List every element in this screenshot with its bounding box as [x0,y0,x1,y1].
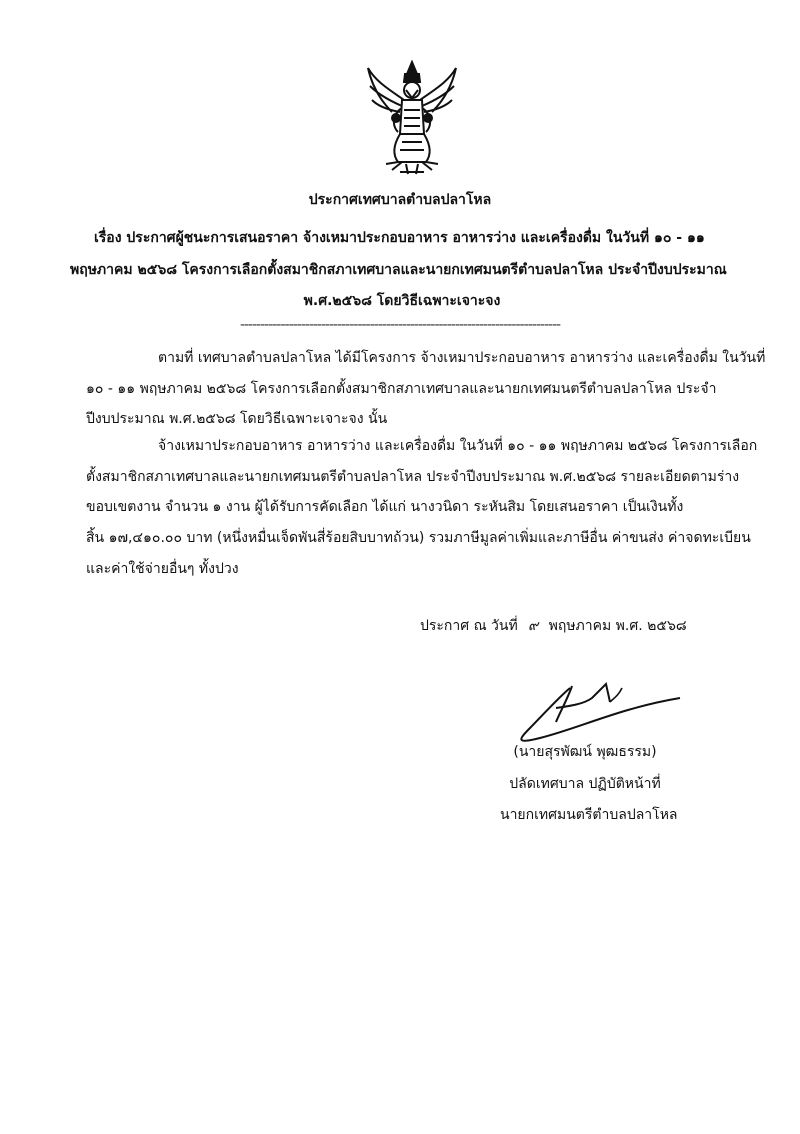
signer-position: นายกเทศมนตรีตำบลปลาโหล [500,807,678,824]
paragraph-line: ขอบเขตงาน จำนวน ๑ งาน ผู้ได้รับการคัดเลือก ได้แก่ นางวนิดา ระหันสิม โดยเสนอราคา เป็นเงินทั้ง [86,499,684,516]
paragraph-line: ตามที่ เทศบาลตำบลปลาโหล ได้มีโครงการ จ้างเหมาประกอบอาหาร อาหารว่าง และเครื่องดื่ม ในวันที่ [158,350,766,366]
signer-block [500,742,678,837]
signer-name: (นายสุรพัฒน์ พุฒธรรม) [513,744,657,760]
handwritten-signature [510,668,690,748]
paragraph-background [86,348,766,440]
date-prefix: ประกาศ ณ วันที่ [420,618,518,634]
divider: ------------------------------------------------------------------------------- [239,317,561,333]
garuda-emblem-icon [362,60,462,176]
paragraph-line: จ้างเหมาประกอบอาหาร อาหารว่าง และเครื่องดื่ม ในวันที่ ๑๐ - ๑๑ พฤษภาคม ๒๕๖๘ โครงการเลือก [158,438,758,454]
paragraph-line: ตั้งสมาชิกสภาเทศบาลและนายกเทศมนตรีตำบลปลาโหล ประจำปีงบประมาณ พ.ศ.๒๕๖๘ รายละเอียดตามร่าง [86,468,740,485]
paragraph-award [86,436,758,589]
paragraph-line: ๑๐ - ๑๑ พฤษภาคม ๒๕๖๘ โครงการเลือกตั้งสมาชิกสภาเทศบาลและนายกเทศมนตรีตำบลปลาโหล ประจำ [86,380,717,397]
announcement-date [420,616,687,638]
date-day: ๙ [528,618,539,634]
document-title: ประกาศเทศบาลตำบลปลาโหล [308,192,492,208]
signer-position: ปลัดเทศบาล ปฏิบัติหน้าที่ [509,775,661,792]
paragraph-line: ปีงบประมาณ พ.ศ.๒๕๖๘ โดยวิธีเฉพาะเจาะจง นั้น [86,411,388,428]
document-subject [70,228,734,313]
subject-line: พฤษภาคม ๒๕๖๘ โครงการเลือกตั้งสมาชิกสภาเทศบาลและนายกเทศมนตรีตำบลปลาโหล ประจำปีงบประมาณ [70,261,727,278]
date-suffix: พฤษภาคม พ.ศ. ๒๕๖๘ [548,618,687,634]
subject-line: พ.ศ.๒๕๖๘ โดยวิธีเฉพาะเจาะจง [303,293,501,310]
paragraph-line: และค่าใช้จ่ายอื่นๆ ทั้งปวง [86,560,239,577]
subject-line: เรื่อง ประกาศผู้ชนะการเสนอราคา จ้างเหมาประกอบอาหาร อาหารว่าง และเครื่องดื่ม ในวันที่ ๑๐ - ๑๑ [94,230,705,246]
paragraph-line: สิ้น ๑๗,๔๑๐.๐๐ บาท (หนึ่งหมื่นเจ็ดพันสี่ร้อยสิบบาทถ้วน) รวมภาษีมูลค่าเพิ่มและภาษีอื่น ค่าขนส่ง ค่าจดทะเบียน [86,530,751,547]
